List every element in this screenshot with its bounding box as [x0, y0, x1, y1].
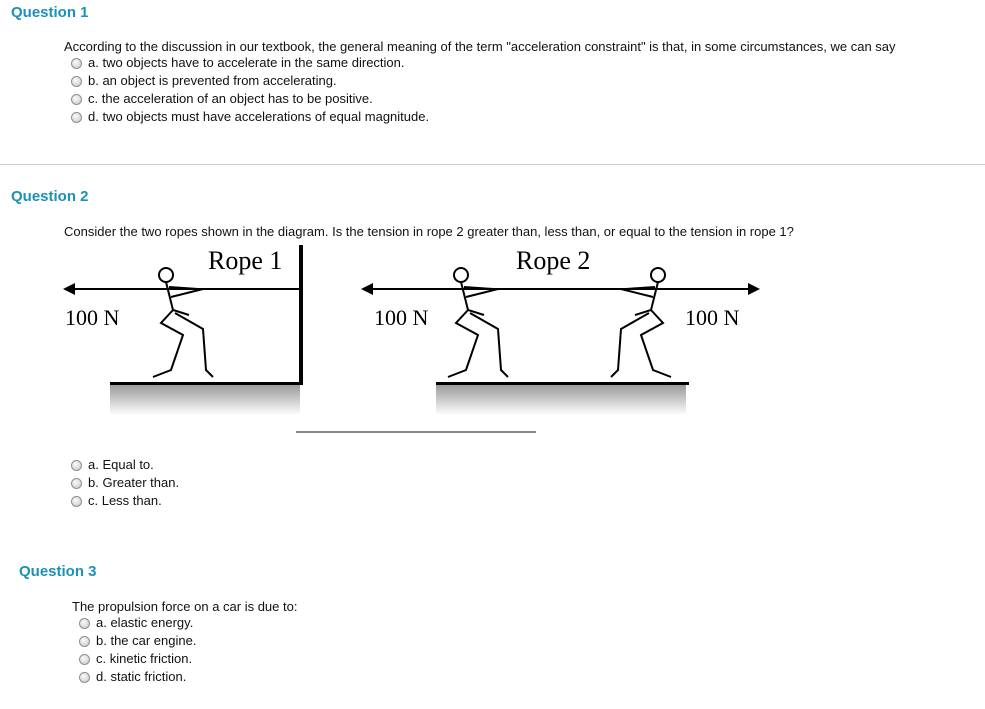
radio-button[interactable]: [71, 58, 82, 69]
option-label: c. Less than.: [88, 493, 162, 508]
option-label: a. two objects have to accelerate in the same direction.: [88, 55, 405, 70]
q3-option-c[interactable]: [79, 650, 192, 668]
rope-1-label: Rope 1: [208, 246, 283, 275]
force-label-left-2: 100 N: [374, 305, 429, 330]
radio-button[interactable]: [71, 94, 82, 105]
question-3-text: The propulsion force on a car is due to:: [72, 599, 298, 614]
radio-button[interactable]: [71, 478, 82, 489]
radio-button[interactable]: [71, 496, 82, 507]
person-figure-right: [611, 268, 671, 377]
floor-right-shadow: [436, 385, 686, 415]
question-2-text: Consider the two ropes shown in the diagram. Is the tension in rope 2 greater than, less than, or equal to the tension in rope 1?: [64, 224, 794, 239]
force-label-right-2: 100 N: [685, 305, 740, 330]
option-label: c. kinetic friction.: [96, 651, 193, 666]
wall: [299, 245, 303, 385]
q1-option-c[interactable]: [71, 90, 373, 108]
option-label: b. Greater than.: [88, 475, 180, 490]
radio-button[interactable]: [79, 654, 90, 665]
question-divider: [0, 164, 985, 165]
q1-option-a[interactable]: [71, 54, 405, 72]
question-1-text: According to the discussion in our textbook, the general meaning of the term "acceleration constraint" is that, in some circumstances, we can say: [64, 39, 896, 54]
arrow-left-icon: [361, 283, 373, 295]
option-label: c. the acceleration of an object has to be positive.: [88, 91, 373, 106]
radio-button[interactable]: [71, 76, 82, 87]
q2-option-c[interactable]: [71, 492, 162, 510]
question-3-title: Question 3: [19, 563, 97, 580]
q3-option-a[interactable]: [79, 614, 193, 632]
q3-option-b[interactable]: [79, 632, 196, 650]
q2-option-a[interactable]: [71, 456, 154, 474]
arrow-right-icon: [748, 283, 760, 295]
floor-left: [110, 382, 303, 385]
radio-button[interactable]: [79, 636, 90, 647]
floor-left-shadow: [110, 385, 300, 415]
rope-tension-diagram: [63, 245, 763, 440]
option-label: a. elastic energy.: [96, 615, 194, 630]
q3-option-d[interactable]: [79, 668, 186, 686]
copyright-line: [296, 431, 536, 433]
radio-button[interactable]: [71, 112, 82, 123]
q2-option-b[interactable]: [71, 474, 179, 492]
question-1-title: Question 1: [11, 4, 89, 21]
force-label-left-1: 100 N: [65, 305, 120, 330]
floor-right: [436, 382, 689, 385]
q1-option-b[interactable]: [71, 72, 337, 90]
option-label: d. static friction.: [96, 669, 187, 684]
option-label: a. Equal to.: [88, 457, 154, 472]
option-label: b. the car engine.: [96, 633, 197, 648]
rope-2-label: Rope 2: [516, 246, 591, 275]
arrow-left-icon: [63, 283, 75, 295]
person-figure-middle: [448, 268, 508, 377]
radio-button[interactable]: [71, 460, 82, 471]
radio-button[interactable]: [79, 618, 90, 629]
person-figure-left: [153, 268, 213, 377]
q1-option-d[interactable]: [71, 108, 429, 126]
radio-button[interactable]: [79, 672, 90, 683]
option-label: b. an object is prevented from accelerating.: [88, 73, 337, 88]
question-2-title: Question 2: [11, 188, 89, 205]
option-label: d. two objects must have accelerations of equal magnitude.: [88, 109, 430, 124]
